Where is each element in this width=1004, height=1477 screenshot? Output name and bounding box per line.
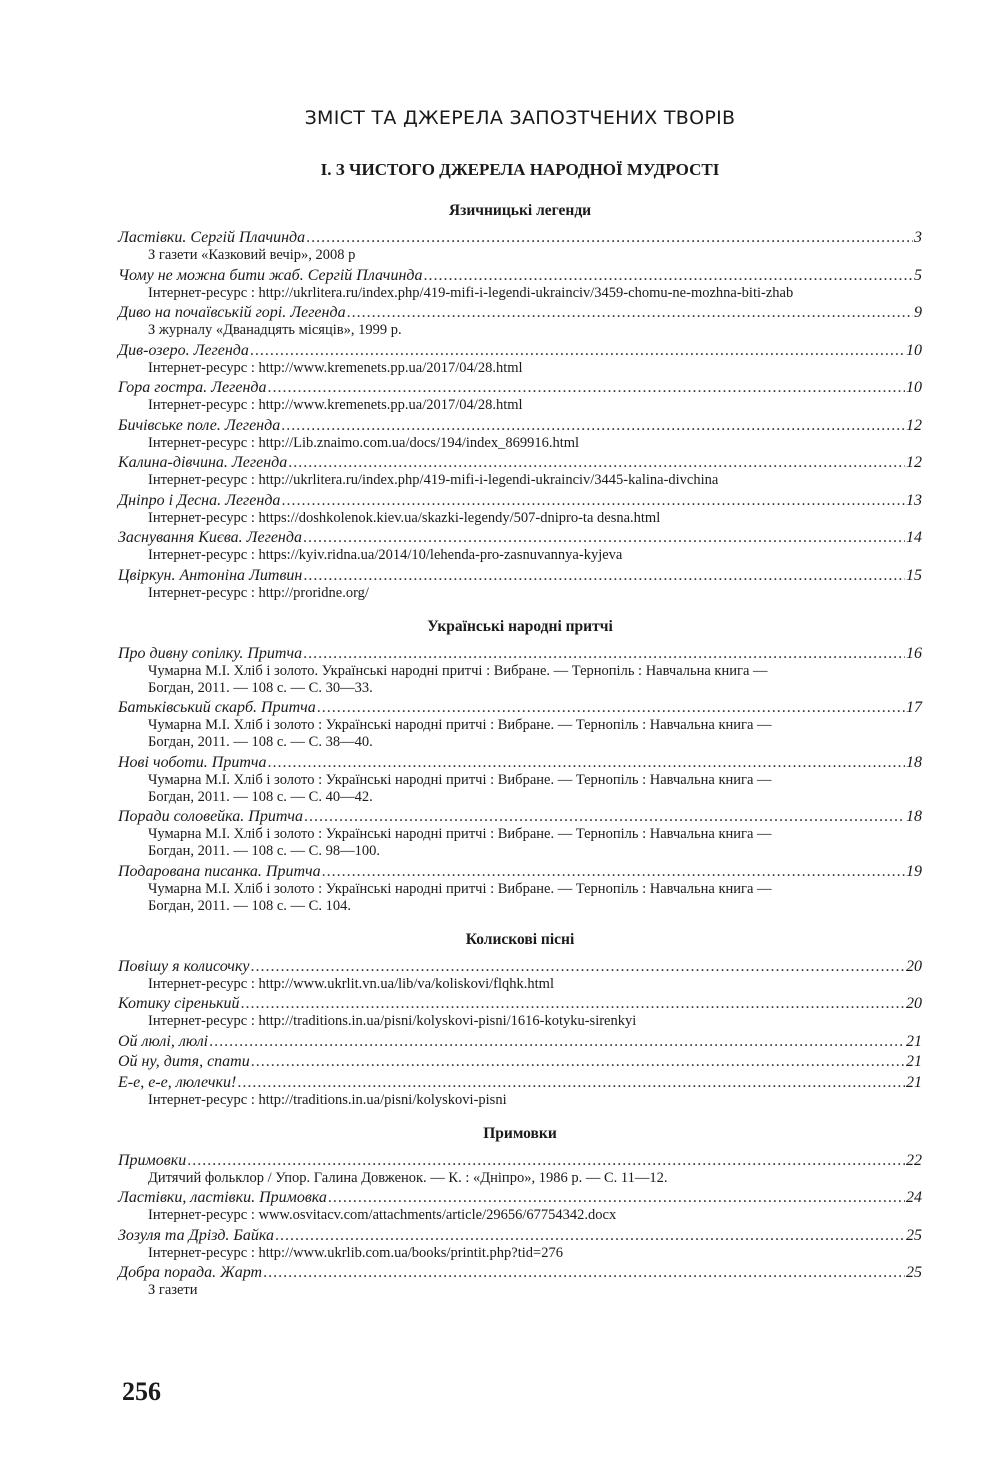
toc-entry xyxy=(118,1074,922,1109)
dot-leader xyxy=(303,529,905,547)
dot-leader xyxy=(209,1033,905,1051)
toc-entry-line xyxy=(118,1074,922,1092)
entry-title: Про дивну сопілку. Притча xyxy=(118,644,303,662)
toc-entry xyxy=(118,645,922,697)
toc-entry xyxy=(118,1053,922,1071)
dot-leader xyxy=(241,995,905,1013)
toc-entry xyxy=(118,304,922,339)
entry-title: Ластівки. Сергій Плачинда xyxy=(118,229,306,246)
entry-page-number: 5 xyxy=(914,266,922,284)
entry-title: Добра порада. Жарт xyxy=(118,1264,263,1281)
entry-title: Калина-дівчина. Легенда xyxy=(118,454,288,471)
entry-page-number: 17 xyxy=(906,699,922,716)
entry-page-number: 21 xyxy=(906,1073,922,1091)
entry-page-number: 21 xyxy=(906,1053,922,1070)
toc-entry-line xyxy=(118,492,922,510)
toc-entry-line xyxy=(118,754,922,772)
entry-title: Поради соловейка. Притча xyxy=(118,808,303,825)
dot-leader xyxy=(250,342,905,360)
section-heading: Примовки xyxy=(483,1124,557,1142)
toc-entry xyxy=(118,995,922,1030)
toc-entry-line xyxy=(118,995,922,1013)
toc-entry-line xyxy=(118,958,922,976)
entry-source: Інтернет-ресурс : http://ukrlitera.ru/index.php/419-mifi-i-legendi-ukrainciv/3445-kalina-divchina xyxy=(148,472,719,488)
entry-page-number: 13 xyxy=(906,491,922,509)
entry-title: Гора гостра. Легенда xyxy=(118,379,267,396)
toc-entry-line xyxy=(118,454,922,472)
entry-page-number: 14 xyxy=(906,529,922,546)
entry-title: Ой люлі, люлі xyxy=(118,1032,209,1050)
toc-entry xyxy=(118,808,922,860)
toc-entry-line xyxy=(118,699,922,717)
toc-entry-line xyxy=(118,808,922,826)
dot-leader xyxy=(317,699,905,717)
entry-page-number: 9 xyxy=(914,304,922,321)
entry-page-number: 20 xyxy=(906,957,922,975)
toc-entry xyxy=(118,417,922,452)
toc-entry-line xyxy=(118,304,922,322)
toc-entry xyxy=(118,1227,922,1262)
toc-entry xyxy=(118,1264,922,1299)
dot-leader xyxy=(275,1227,905,1245)
toc-entry xyxy=(118,958,922,993)
toc-section xyxy=(118,1124,922,1300)
toc-entry xyxy=(118,267,922,302)
toc-entry xyxy=(118,529,922,564)
entry-source: З газети «Казковий вечір», 2008 р xyxy=(148,247,356,263)
page-number: 256 xyxy=(122,1377,161,1406)
toc-entry xyxy=(118,1152,922,1187)
entry-source: Чумарна М.І. Хліб і золото : Українські народні притчі : Вибране. — Тернопіль : Навчальна книга — xyxy=(148,826,772,842)
entry-title: Е-е, е-е, люлечки! xyxy=(118,1073,237,1091)
toc-entry xyxy=(118,1033,922,1051)
entry-source: Інтернет-ресурс : http://www.kremenets.pp.ua/2017/04/28.html xyxy=(148,397,523,413)
toc-entry-line xyxy=(118,379,922,397)
entry-source: Інтернет-ресурс : https://doshkolenok.kiev.ua/skazki-legendy/507-dnipro-ta desna.html xyxy=(148,509,661,526)
entry-source: Чумарна М.І. Хліб і золото. Українські народні притчі : Вибране. — Тернопіль : Навчальна книга — xyxy=(148,662,768,679)
dot-leader xyxy=(304,808,905,826)
toc-entry xyxy=(118,492,922,527)
dot-leader xyxy=(267,379,905,397)
entry-page-number: 12 xyxy=(906,416,922,434)
entry-source: Інтернет-ресурс : http://traditions.in.ua/pisni/kolyskovi-pisni xyxy=(148,1091,507,1108)
entry-page-number: 3 xyxy=(914,229,922,246)
entry-title: Чому не можна бити жаб. Сергій Плачинда xyxy=(118,266,423,284)
entry-page-number: 10 xyxy=(906,379,922,396)
dot-leader xyxy=(268,754,906,772)
toc-entry-line xyxy=(118,1227,922,1245)
entry-title: Батьківський скарб. Притча xyxy=(118,699,316,716)
entry-source: Інтернет-ресурс : http://www.ukrlit.vn.ua/lib/va/koliskovi/flqhk.html xyxy=(148,975,554,992)
entry-source: Інтернет-ресурс : http://www.ukrlib.com.ua/books/printit.php?tid=276 xyxy=(148,1244,563,1261)
entry-title: Примовки xyxy=(118,1151,187,1169)
entry-source: Інтернет-ресурс : http://ukrlitera.ru/index.php/419-mifi-i-legendi-ukrainciv/3459-chomu-ne-mozhna-biti-zhab xyxy=(148,284,794,301)
toc-entry xyxy=(118,379,922,414)
entry-title: Подарована писанка. Притча xyxy=(118,862,321,880)
entry-title: Диво на почаївській горі. Легенда xyxy=(118,304,346,321)
toc-entry xyxy=(118,229,922,264)
toc-entry xyxy=(118,567,922,602)
toc-entry-line xyxy=(118,1264,922,1282)
toc-entry xyxy=(118,754,922,806)
dot-leader xyxy=(303,567,905,585)
toc-entry-line xyxy=(118,1053,922,1071)
entry-page-number: 16 xyxy=(906,644,922,662)
dot-leader xyxy=(303,645,905,663)
entry-source: Інтернет-ресурс : www.osvitacv.com/attachments/article/29656/67754342.docx xyxy=(148,1207,617,1223)
entry-source: Інтернет-ресурс : http://Lib.znaimo.com.ua/docs/194/index_869916.html xyxy=(148,434,580,451)
entry-source: З газети xyxy=(148,1282,198,1298)
entry-source: Інтернет-ресурс : http://www.kremenets.pp.ua/2017/04/28.html xyxy=(148,359,523,376)
entry-title: Ластівки, ластівки. Примовка xyxy=(118,1189,327,1206)
dot-leader xyxy=(288,454,905,472)
entry-title: Бичівське поле. Легенда xyxy=(118,416,281,434)
entry-source: Богдан, 2011. — 108 с. — С. 38—40. xyxy=(148,734,373,750)
section-heading: Колискові пісні xyxy=(465,930,575,948)
toc-entry xyxy=(118,1189,922,1224)
dot-leader xyxy=(263,1264,905,1282)
entry-source: З журналу «Дванадцять місяців», 1999 р. xyxy=(148,322,402,338)
entry-page-number: 25 xyxy=(906,1226,922,1244)
dot-leader xyxy=(347,304,913,322)
entry-source: Інтернет-ресурс : http://traditions.in.ua/pisni/kolyskovi-pisni/1616-kotyku-sirenkyi xyxy=(148,1013,637,1029)
toc-entry-line xyxy=(118,342,922,360)
entry-source: Богдан, 2011. — 108 с. — С. 40—42. xyxy=(148,788,373,805)
toc-section xyxy=(118,617,922,915)
dot-leader xyxy=(306,229,913,247)
entry-page-number: 21 xyxy=(906,1032,922,1050)
entry-title: Повішу я колисочку xyxy=(118,957,250,975)
table-of-contents xyxy=(118,201,922,1302)
toc-entry-line xyxy=(118,567,922,585)
toc-entry xyxy=(118,342,922,377)
toc-section xyxy=(118,930,922,1109)
entry-page-number: 19 xyxy=(906,862,922,880)
dot-leader xyxy=(187,1152,905,1170)
entry-title: Цвіркун. Антоніна Литвин xyxy=(118,566,303,584)
entry-page-number: 10 xyxy=(906,341,922,359)
entry-page-number: 18 xyxy=(906,808,922,825)
toc-entry-line xyxy=(118,863,922,881)
section-heading: Язичницькі легенди xyxy=(448,202,592,219)
toc-entry-line xyxy=(118,1189,922,1207)
toc-entry-line xyxy=(118,529,922,547)
entry-page-number: 12 xyxy=(906,454,922,471)
dot-leader xyxy=(423,267,913,285)
entry-source: Чумарна М.І. Хліб і золото : Українські народні притчі : Вибране. — Тернопіль : Навчальна книга — xyxy=(148,771,772,788)
entry-title: Ой ну, дитя, спати xyxy=(118,1053,250,1070)
entry-title: Заснування Києва. Легенда xyxy=(118,529,302,546)
entry-source: Богдан, 2011. — 108 с. — С. 98—100. xyxy=(148,843,380,859)
entry-title: Котику сіренький xyxy=(118,995,240,1012)
entry-source: Дитячий фольклор / Упор. Галина Довженок. — К. : «Дніпро», 1986 р. — С. 11—12. xyxy=(148,1169,668,1186)
entry-page-number: 18 xyxy=(906,753,922,771)
toc-entry xyxy=(118,699,922,751)
entry-source: Інтернет-ресурс : http://proridne.org/ xyxy=(148,584,369,601)
dot-leader xyxy=(328,1189,905,1207)
toc-entry-line xyxy=(118,1152,922,1170)
entry-page-number: 20 xyxy=(906,995,922,1012)
toc-entry-line xyxy=(118,267,922,285)
dot-leader xyxy=(322,863,905,881)
entry-title: Дніпро і Десна. Легенда xyxy=(118,491,281,509)
toc-entry-line xyxy=(118,1033,922,1051)
entry-title: Див-озеро. Легенда xyxy=(118,341,249,359)
toc-entry xyxy=(118,863,922,915)
toc-entry-line xyxy=(118,417,922,435)
entry-page-number: 25 xyxy=(906,1264,922,1281)
dot-leader xyxy=(281,492,905,510)
entry-page-number: 22 xyxy=(906,1151,922,1169)
toc-entry xyxy=(118,454,922,489)
entry-source: Богдан, 2011. — 108 с. — С. 30—33. xyxy=(148,679,373,696)
entry-page-number: 24 xyxy=(906,1189,922,1206)
entry-source: Чумарна М.І. Хліб і золото : Українські народні притчі : Вибране. — Тернопіль : Навчальна книга — xyxy=(148,717,772,733)
section-heading: Українські народні притчі xyxy=(427,617,613,635)
dot-leader xyxy=(237,1074,905,1092)
dot-leader xyxy=(251,958,905,976)
toc-section xyxy=(118,201,922,602)
toc-entry-line xyxy=(118,229,922,247)
entry-source: Богдан, 2011. — 108 с. — С. 104. xyxy=(148,897,351,914)
dot-leader xyxy=(281,417,905,435)
entry-page-number: 15 xyxy=(906,566,922,584)
entry-source: Чумарна М.І. Хліб і золото : Українські народні притчі : Вибране. — Тернопіль : Навчальна книга — xyxy=(148,880,772,897)
dot-leader xyxy=(251,1053,905,1071)
toc-entry-line xyxy=(118,645,922,663)
entry-title: Зозуля та Дрізд. Байка xyxy=(118,1226,274,1244)
page-title: ЗМІСТ ТА ДЖЕРЕЛА ЗАПОЗТЧЕНИХ ТВОРІВ xyxy=(304,107,736,129)
entry-title: Нові чоботи. Притча xyxy=(118,753,267,771)
entry-source: Інтернет-ресурс : https://kyiv.ridna.ua/2014/10/lehenda-pro-zasnuvannya-kyjeva xyxy=(148,547,623,563)
part-title: І. З ЧИСТОГО ДЖЕРЕЛА НАРОДНОЇ МУДРОСТІ xyxy=(320,160,720,179)
